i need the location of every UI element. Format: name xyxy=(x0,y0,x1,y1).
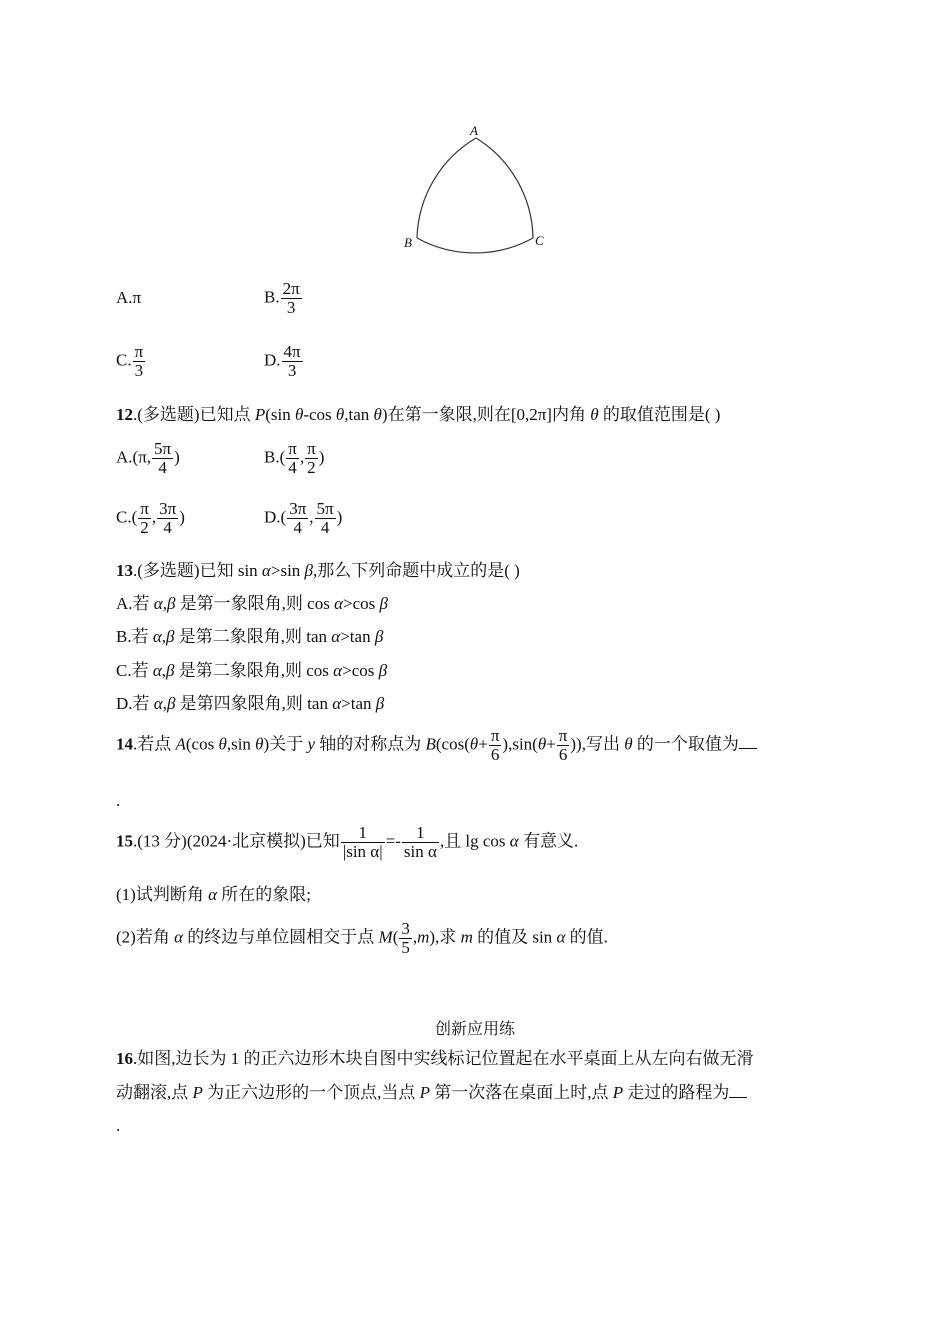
question-number: 12 xyxy=(116,405,133,424)
fraction: $\frac{\pi}{2}$ xyxy=(140,499,149,537)
q16-end: . xyxy=(116,1116,121,1135)
q12-option-c: C.( $\frac{\pi}{2}$ , $\frac{3\pi}{4}$ ) xyxy=(116,499,185,537)
q12-option-b: B.( $\frac{\pi}{4}$ , $\frac{\pi}{2}$ ) xyxy=(264,439,325,477)
arc-ac xyxy=(476,138,533,238)
q16-line-1: 16.如图,边长为 1 的正六边形木块自图中实线标记位置起在水平桌面上从左向右做无滑 xyxy=(116,1049,754,1068)
fraction: $\frac{1}{\text{|sin α|}}$ xyxy=(342,823,383,861)
fraction: $\frac{3\pi}{4}$ xyxy=(289,499,307,537)
fraction: $\frac{5\pi}{4}$ xyxy=(154,439,172,477)
q15-stem: 15.(13 分)(2024·北京模拟)已知 $\frac{1}{\text{|sin α|}}$ =- $\frac{1}{\text{sin α}}$ ,且 lg cos α 有意义. xyxy=(116,823,579,861)
q13-option-c: C.若 α,β 是第二象限角,则 cos α>cos β xyxy=(116,661,388,680)
fraction: $\frac{\pi}{4}$ xyxy=(288,439,297,477)
reuleaux-triangle-figure xyxy=(0,0,950,270)
q16-line-2: 动翻滚,点 P 为正六边形的一个顶点,当点 P 第一次落在桌面上时,点 P 走过的路程为 xyxy=(116,1082,747,1104)
fraction: $\frac{\pi}{2}$ xyxy=(307,439,316,477)
q13-stem: 13.(多选题)已知 sin α>sin β,那么下列命题中成立的是( ) xyxy=(116,561,520,580)
fraction: $\frac{5\pi}{4}$ xyxy=(316,499,334,537)
q11-option-d: D. $\frac{4\pi}{3}$ xyxy=(264,342,301,380)
vertex-label-b: B xyxy=(404,235,412,250)
fraction: $\frac{1}{\text{sin α}}$ xyxy=(403,823,437,861)
q14-end: . xyxy=(116,791,121,810)
q15-part-1: (1)试判断角 α 所在的象限; xyxy=(116,885,311,904)
q13-option-b: B.若 α,β 是第二象限角,则 tan α>tan β xyxy=(116,627,384,646)
fraction: $\frac{3}{5}$ xyxy=(401,919,410,957)
fraction: $\frac{4\pi}{3}$ xyxy=(283,342,301,380)
q13-option-a: A.若 α,β 是第一象限角,则 cos α>cos β xyxy=(116,594,389,613)
fraction: $\frac{3\pi}{4}$ xyxy=(159,499,177,537)
q11-option-b: B. $\frac{2\pi}{3}$ xyxy=(264,279,300,317)
fraction: $\frac{2\pi}{3}$ xyxy=(282,279,300,317)
fraction: $\frac{\pi}{6}$ xyxy=(490,726,500,764)
arc-bc xyxy=(417,238,533,253)
vertex-label-a: A xyxy=(470,123,478,138)
q12-option-a: A.(π, $\frac{5\pi}{4}$ ) xyxy=(116,439,180,477)
question-number: 13 xyxy=(116,561,133,580)
q12-stem: 12.(多选题)已知点 P(sin θ-cos θ,tan θ)在第一象限,则在[0,2π]内角 θ 的取值范围是( ) xyxy=(116,405,721,424)
section-title: 创新应用练 xyxy=(434,1019,515,1038)
fraction: $\frac{\pi}{6}$ xyxy=(558,726,568,764)
q12-option-d: D.( $\frac{3\pi}{4}$ , $\frac{5\pi}{4}$ ) xyxy=(264,499,343,537)
question-number: 14 xyxy=(116,734,133,754)
vertex-label-c: C xyxy=(535,233,544,248)
arc-ab xyxy=(417,138,476,238)
answer-blank[interactable] xyxy=(729,1083,747,1098)
fraction: $\frac{\pi}{3}$ xyxy=(134,342,144,380)
question-number: 15 xyxy=(116,831,133,851)
q14-stem: 14.若点 A(cos θ,sin θ)关于 y 轴的对称点为 B(cos(θ+ $\frac{\pi}{6}$ ),sin(θ+ $\frac{\pi}{6}$ )),写出 θ 的一个取值为 xyxy=(116,727,757,764)
q11-option-c: C. $\frac{\pi}{3}$ xyxy=(116,342,144,380)
q11-option-a: A.π xyxy=(116,288,142,307)
answer-blank[interactable] xyxy=(739,734,757,749)
question-number: 16 xyxy=(116,1049,133,1068)
q15-part-2: (2)若角 α 的终边与单位圆相交于点 M( $\frac{3}{5}$ ,m),求 m 的值及 sin α 的值. xyxy=(116,919,608,957)
q13-option-d: D.若 α,β 是第四象限角,则 tan α>tan β xyxy=(116,694,385,713)
